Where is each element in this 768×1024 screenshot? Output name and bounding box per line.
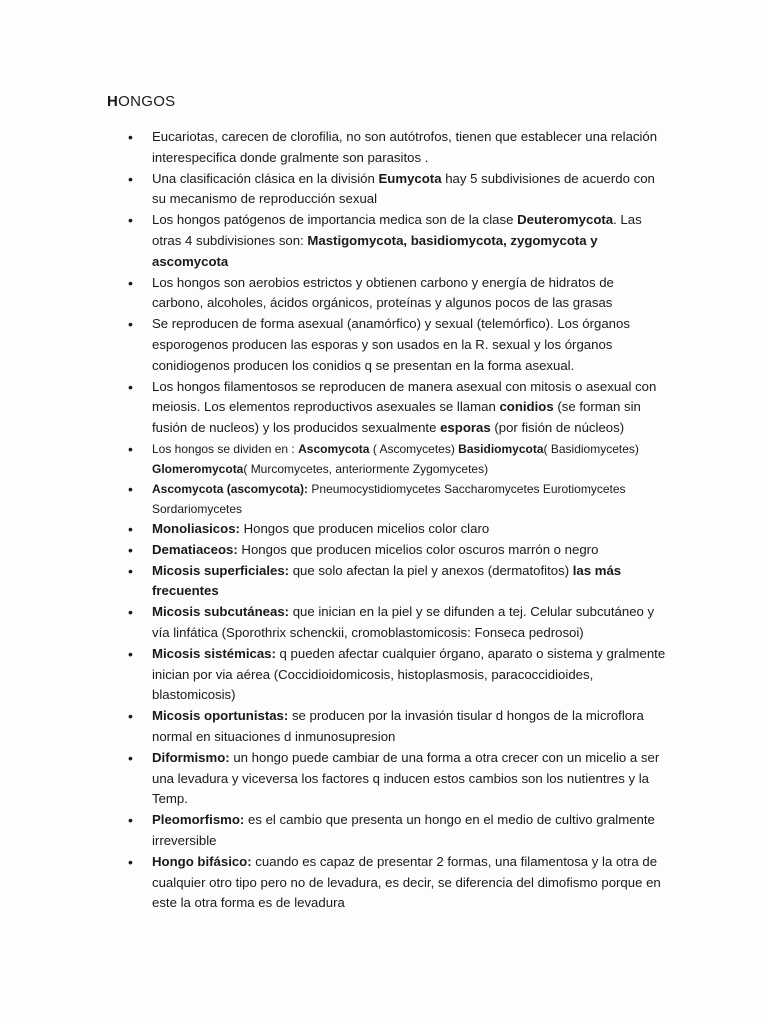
item-text: ( Ascomycetes) (369, 441, 459, 456)
list-item (126, 314, 666, 376)
item-text: Los hongos patógenos de importancia medica son de la clase (152, 212, 518, 228)
list-item (126, 519, 666, 540)
list-item (126, 127, 666, 169)
item-text: ( Murcomycetes, anteriormente Zygomycetes) (243, 461, 489, 476)
bold-term: Monoliasicos: (152, 520, 240, 536)
item-text: Hongos que producen micelios color claro (239, 520, 490, 536)
page-title (107, 93, 175, 110)
list-item (126, 561, 666, 603)
list-item (126, 210, 666, 272)
list-item (126, 644, 666, 706)
list-item (126, 748, 666, 810)
list-item (126, 706, 666, 748)
bold-term: las más frecuentes (152, 562, 622, 599)
list-item (126, 273, 666, 315)
item-text: . Las otras 4 subdivisiones son: (152, 212, 642, 248)
bold-term: Micosis superficiales: (152, 562, 290, 578)
list-item (126, 540, 666, 561)
item-text: es el cambio que presenta un hongo en el medio de cultivo gralmente irreversible (152, 812, 655, 848)
bold-term: Deuteromycota (517, 212, 614, 228)
bullet-list (126, 127, 666, 914)
item-text: Los hongos se dividen en : (152, 441, 299, 456)
item-text: (se forman sin fusión de nucleos) y los producidos sexualmente (152, 399, 641, 436)
bold-term: Dematiaceos: (152, 541, 238, 557)
bold-term: esporas (440, 420, 491, 436)
item-text: Eucariotas, carecen de clorofilia, no son autótrofos, tienen que establecer una relación interespecifica donde gralmente son parasitos . (152, 129, 658, 165)
list-item (126, 602, 666, 644)
bold-term: Diformismo: (152, 749, 230, 765)
title-initial: H (107, 93, 119, 110)
bold-term: Ascomycota (ascomycota): (152, 481, 309, 496)
bold-term: Micosis sistémicas: (152, 645, 276, 661)
bold-term: Micosis oportunistas: (152, 708, 289, 724)
list-item (126, 479, 666, 519)
bold-term: Mastigomycota, basidiomycota, zygomycota y ascomycota (152, 232, 598, 269)
item-text: Los hongos son aerobios estrictos y obtienen carbono y energía de hidratos de carbono, alcoholes, ácidos orgánicos, proteínas y algunos pocos de las grasas (152, 274, 614, 311)
item-text: hay 5 subdivisiones de acuerdo con su mecanismo de reproducción sexual (152, 170, 655, 207)
item-text: ( Basidiomycetes) (543, 441, 639, 456)
list-item (126, 852, 666, 914)
item-text: Hongos que producen micelios color oscuros marrón o negro (237, 541, 599, 557)
bold-term: Micosis subcutáneas: (152, 604, 290, 620)
bold-term: Glomeromycota (152, 461, 244, 476)
item-text: cuando es capaz de presentar 2 formas, una filamentosa y la otra de cualquier otro tipo pero no de levadura, es decir, se diferencia del dimofismo porque en este la otra forma es de levadura (152, 853, 661, 911)
bold-term: Ascomycota (298, 441, 370, 456)
item-text: un hongo puede cambiar de una forma a otra crecer con un micelio a ser una levadura y viceversa los factores q inducen estos cambios son los nutientres y la Temp. (152, 749, 660, 807)
list-item (126, 810, 666, 852)
list-item (126, 377, 666, 439)
item-text: Pneumocystidiomycetes Saccharomycetes Eurotiomycetes Sordariomycetes (152, 481, 626, 516)
list-item (126, 169, 666, 211)
item-text: se producen por la invasión tisular d hongos de la microflora normal en situaciones d inmunosupresion (152, 708, 644, 744)
item-text: (por fisión de núcleos) (490, 420, 625, 436)
item-text: Una clasificación clásica en la división (152, 170, 379, 186)
item-text: que inician en la piel y se difunden a tej. Celular subcutáneo y vía linfática (Sporothrix schenckii, cromoblastomicosis: Fonseca pedrosoi) (152, 604, 655, 640)
bold-term: conidios (499, 399, 554, 415)
bold-term: Hongo bifásico: (152, 853, 252, 869)
item-text: Los hongos filamentosos se reproducen de manera asexual con mitosis o asexual con meiosis. Los elementos reproductivos asexuales se llaman (152, 378, 657, 415)
item-text: que solo afectan la piel y anexos (dermatofitos) (289, 562, 573, 578)
bold-term: Eumycota (378, 170, 442, 186)
title-rest: ONGOS (118, 93, 176, 110)
bold-term: Basidiomycota (458, 441, 544, 456)
item-text: q pueden afectar cualquier órgano, aparato o sistema y gralmente inician por via aérea (Coccidioidomicosis, histoplasmosis, paracoccidioides, blastomicosis) (152, 645, 666, 703)
item-text: Se reproducen de forma asexual (anamórfico) y sexual (telemórfico). Los órganos esporogenos producen las esporas y son usados en la R. sexual y los órganos conidiogenos producen los conidios q se presentan en la forma asexual. (152, 316, 630, 373)
list-item (126, 439, 666, 479)
bold-term: Pleomorfismo: (152, 812, 245, 828)
